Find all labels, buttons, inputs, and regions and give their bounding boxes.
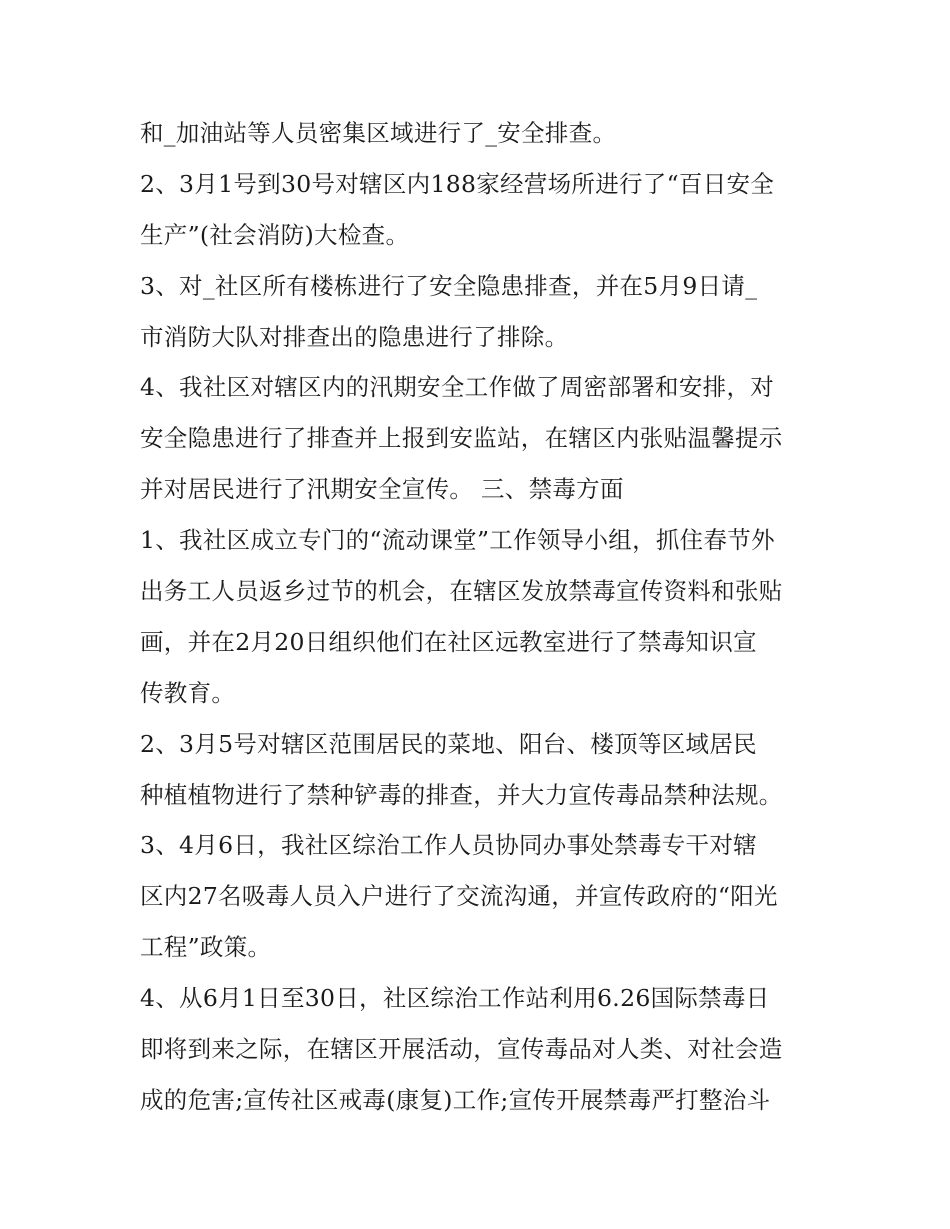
text-line: 3、4月6日，我社区综治工作人员协同办事处禁毒专干对辖 (140, 831, 757, 860)
text-line: 安全隐患进行了排查并上报到安监站，在辖区内张贴温馨提示 (140, 424, 783, 453)
text-line: 并对居民进行了汛期安全宣传。 三、禁毒方面 (140, 475, 624, 504)
text-line: 和_加油站等人员密集区域进行了_安全排查。 (140, 119, 617, 147)
text-line: 生产”(社会消防)大检查。 (140, 220, 410, 249)
text-line: 2、3月1号到30号对辖区内188家经营场所进行了“百日安全 (140, 169, 775, 198)
text-line: 2、3月5号对辖区范围居民的菜地、阳台、楼顶等区域居民 (140, 729, 757, 758)
text-line: 画，并在2月20日组织他们在社区远教室进行了禁毒知识宣 (140, 627, 757, 656)
text-line: 出务工人员返乡过节的机会，在辖区发放禁毒宣传资料和张贴 (140, 577, 783, 606)
text-line: 4、从6月1日至30日，社区综治工作站利用6.26国际禁毒日 (140, 984, 770, 1013)
text-line: 传教育。 (140, 678, 236, 707)
text-line: 市消防大队对排查出的隐患进行了排除。 (140, 322, 569, 351)
text-line: 成的危害;宣传社区戒毒(康复)工作;宣传开展禁毒严打整治斗 (140, 1085, 771, 1114)
text-line: 3、对_社区所有楼栋进行了安全隐患排查，并在5月9日请_ (140, 271, 758, 300)
text-line: 4、我社区对辖区内的汛期安全工作做了周密部署和安排，对 (140, 373, 775, 402)
text-line: 区内27名吸毒人员入户进行了交流沟通，并宣传政府的“阳光 (140, 882, 778, 911)
text-line: 种植植物进行了禁种铲毒的排查，并大力宣传毒品禁种法规。 (140, 780, 783, 809)
text-line: 工程”政策。 (140, 933, 272, 962)
text-line: 即将到来之际，在辖区开展活动，宣传毒品对人类、对社会造 (140, 1035, 783, 1064)
text-line: 1、我社区成立专门的“流动课堂”工作领导小组，抓住春节外 (140, 526, 775, 555)
document-body (140, 108, 820, 1126)
